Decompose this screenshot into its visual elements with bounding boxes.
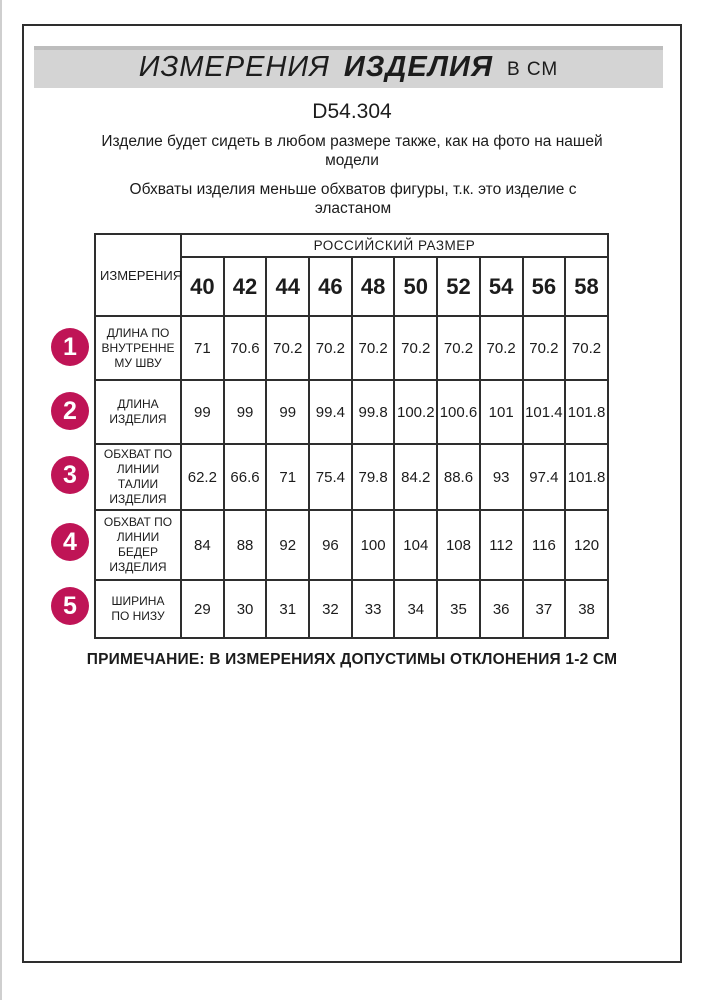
value-cell: 33 [352,580,395,638]
value-cell: 38 [565,580,608,638]
row-number-badge: 4 [51,523,89,561]
value-cell: 79.8 [352,444,395,510]
size-header-cell: 46 [309,257,352,316]
title-units: В СМ [506,58,559,80]
row-number-badge: 2 [51,392,89,430]
size-header-cell: 42 [224,257,267,316]
value-cell: 75.4 [309,444,352,510]
value-cell: 66.6 [224,444,267,510]
title-word-product: ИЗДЕЛИЯ [343,51,493,83]
group-header-row [95,234,608,257]
value-cell: 101.4 [523,380,566,444]
value-cell: 34 [394,580,437,638]
measurements-table [94,233,609,639]
row-label: ШИРИНА ПО НИЗУ [95,580,181,638]
value-cell: 84 [181,510,224,580]
intro-text-elastane: Обхваты изделия меньше обхватов фигуры, т.к. это изделие с эластаном [129,181,577,218]
value-cell: 71 [266,444,309,510]
value-cell: 108 [437,510,480,580]
value-cell: 70.2 [352,316,395,380]
row-number-badge: 5 [51,587,89,625]
size-header-cell: 54 [480,257,523,316]
value-cell: 37 [523,580,566,638]
value-cell: 62.2 [181,444,224,510]
value-cell: 99.4 [309,380,352,444]
value-cell: 100 [352,510,395,580]
value-cell: 70.2 [565,316,608,380]
value-cell: 99 [181,380,224,444]
table-body [95,234,608,638]
value-cell: 101.8 [565,380,608,444]
value-cell: 112 [480,510,523,580]
size-header-cell: 56 [523,257,566,316]
size-header-cell: 50 [394,257,437,316]
value-cell: 70.2 [266,316,309,380]
row-label: ОБХВАТ ПО ЛИНИИ ТАЛИИ ИЗДЕЛИЯ [95,444,181,510]
value-cell: 88.6 [437,444,480,510]
value-cell: 92 [266,510,309,580]
value-cell: 97.4 [523,444,566,510]
size-header-cell: 48 [352,257,395,316]
value-cell: 30 [224,580,267,638]
table-row [95,510,608,580]
value-cell: 36 [480,580,523,638]
value-cell: 101.8 [565,444,608,510]
value-cell: 93 [480,444,523,510]
table-row [95,580,608,638]
corner-header: ИЗМЕРЕНИЯ [95,234,181,316]
row-number-badge: 3 [51,456,89,494]
table-row [95,316,608,380]
value-cell: 116 [523,510,566,580]
value-cell: 70.2 [309,316,352,380]
value-cell: 70.2 [480,316,523,380]
product-code: D54.304 [312,100,392,123]
tolerance-note: ПРИМЕЧАНИЕ: В ИЗМЕРЕНИЯХ ДОПУСТИМЫ ОТКЛОНЕНИЯ 1-2 СМ [86,651,618,668]
size-header-cell: 44 [266,257,309,316]
value-cell: 71 [181,316,224,380]
value-cell: 35 [437,580,480,638]
value-cell: 70.2 [437,316,480,380]
value-cell: 88 [224,510,267,580]
intro-text-fit: Изделие будет сидеть в любом размере также, как на фото на нашей модели [101,133,603,170]
value-cell: 100.6 [437,380,480,444]
value-cell: 70.2 [523,316,566,380]
value-cell: 29 [181,580,224,638]
value-cell: 99 [266,380,309,444]
value-cell: 96 [309,510,352,580]
value-cell: 120 [565,510,608,580]
size-header-cell: 40 [181,257,224,316]
size-group-header: РОССИЙСКИЙ РАЗМЕР [181,234,608,257]
value-cell: 99.8 [352,380,395,444]
table-row [95,444,608,510]
value-cell: 31 [266,580,309,638]
size-header-cell: 52 [437,257,480,316]
row-number-badge: 1 [51,328,89,366]
value-cell: 32 [309,580,352,638]
title-word-measurements: ИЗМЕРЕНИЯ [138,51,330,83]
value-cell: 84.2 [394,444,437,510]
value-cell: 70.2 [394,316,437,380]
value-cell: 99 [224,380,267,444]
row-label: ОБХВАТ ПО ЛИНИИ БЕДЕР ИЗДЕЛИЯ [95,510,181,580]
title-bar [34,46,663,88]
row-label: ДЛИНА ИЗДЕЛИЯ [95,380,181,444]
row-label: ДЛИНА ПО ВНУТРЕННЕМУ ШВУ [95,316,181,380]
value-cell: 104 [394,510,437,580]
value-cell: 101 [480,380,523,444]
size-header-cell: 58 [565,257,608,316]
value-cell: 100.2 [394,380,437,444]
value-cell: 70.6 [224,316,267,380]
table-row [95,380,608,444]
